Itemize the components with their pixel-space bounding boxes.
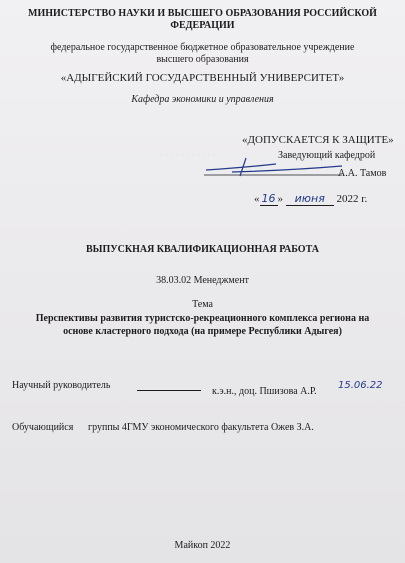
topic-line-2: основе кластерного подхода (на примере Республики Адыгея)	[63, 326, 342, 337]
institution-type-line1: федеральное государственное бюджетное образовательное учреждение	[50, 42, 355, 53]
head-name: А.А. Тамов	[338, 168, 387, 179]
approval-date	[254, 192, 367, 206]
ministry-heading: МИНИСТЕРСТВО НАУКИ И ВЫСШЕГО ОБРАЗОВАНИЯ РОССИЙСКОЙ ФЕДЕРАЦИИ	[28, 8, 377, 31]
topic-label: Тема	[192, 299, 213, 310]
department-name: Кафедра экономики и управления	[131, 94, 274, 105]
supervisor-name: к.э.н., доц. Пшизова А.Р.	[212, 386, 317, 397]
supervisor-signature-line	[137, 390, 201, 391]
student-info: группы 4ГМУ экономического факультета Ожев З.А.	[88, 422, 314, 433]
supervisor-signed-date: 15.06.22	[338, 380, 383, 391]
specialty: 38.03.02 Менеджмент	[156, 275, 249, 286]
head-signature	[196, 156, 346, 178]
topic-line-1: Перспективы развития туристско-рекреационного комплекса региона на	[35, 313, 370, 324]
date-month: июня	[286, 192, 334, 206]
work-type: ВЫПУСКНАЯ КВАЛИФИКАЦИОННАЯ РАБОТА	[86, 244, 319, 255]
head-of-department-label: Заведующий кафедрой	[278, 150, 376, 161]
date-year: 2022 г.	[336, 193, 368, 205]
student-label: Обучающийся	[12, 422, 74, 433]
supervisor-label: Научный руководитель	[12, 380, 111, 391]
date-quote-open: «	[254, 193, 260, 205]
institution-type-line2: высшего образования	[156, 54, 249, 65]
date-day: 16	[261, 192, 276, 205]
date-quote-close: »	[277, 193, 283, 205]
show-through-decoration: · · · · · · · · · · ·	[160, 150, 216, 160]
university-name: «АДЫГЕЙСКИЙ ГОСУДАРСТВЕННЫЙ УНИВЕРСИТЕТ»	[60, 72, 345, 84]
footer-city-year: Майкоп 2022	[174, 540, 231, 551]
admit-to-defense: «ДОПУСКАЕТСЯ К ЗАЩИТЕ»	[242, 134, 394, 146]
